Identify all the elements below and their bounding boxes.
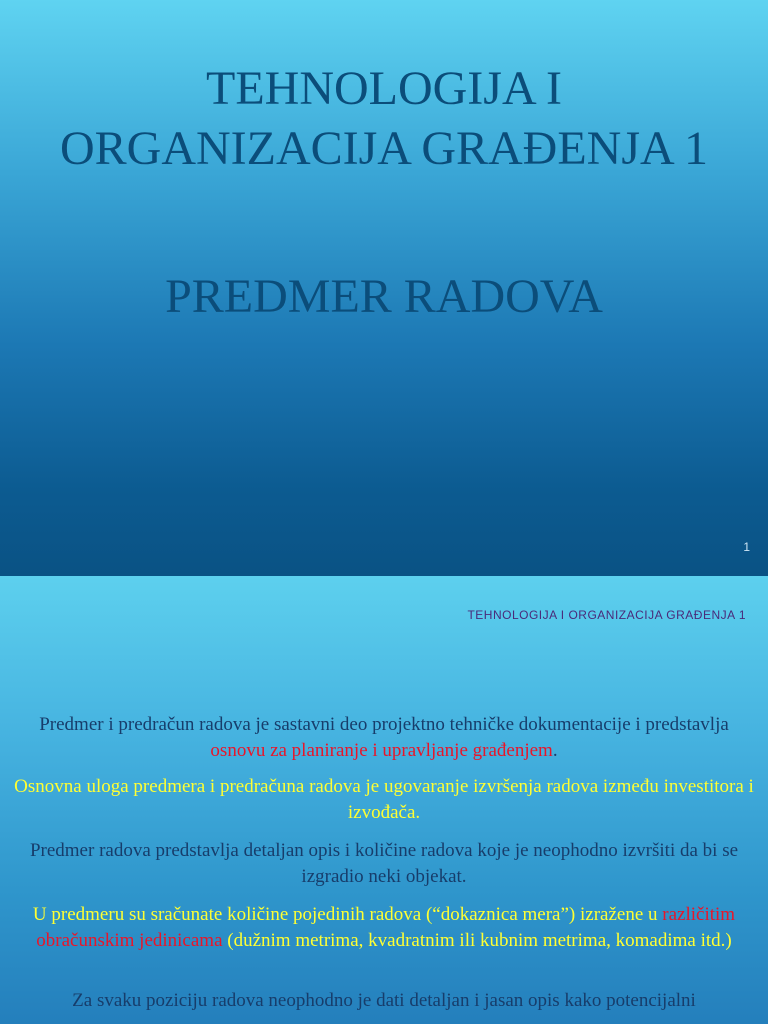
title-line-2: ORGANIZACIJA GRAĐENJA 1	[59, 122, 709, 175]
paragraph-2: Osnovna uloga predmera i predračuna radova je ugovaranje izvršenja radova između investitora i izvođača.	[14, 776, 754, 823]
slide-subtitle: PREDMER RADOVA	[165, 270, 603, 323]
paragraph-3: Predmer radova predstavlja detaljan opis i količine radova koje je neophodno izvršiti da bi se izgradio neki objekat.	[29, 840, 739, 887]
paragraph-4	[10, 902, 758, 954]
page-number: 1	[743, 540, 750, 554]
p4-highlight: različitim obračunskim jedinicama	[36, 904, 736, 951]
paragraph-1	[10, 712, 758, 764]
p4-end: (dužnim metrima, kvadratnim ili kubnim metrima, komadima itd.)	[222, 930, 732, 951]
p1-end: .	[552, 740, 558, 761]
p4-text: U predmeru su sračunate količine pojedinih radova (“dokaznica mera”) izražene u	[32, 904, 663, 925]
slide-header: TEHNOLOGIJA I ORGANIZACIJA GRAĐENJA 1	[467, 608, 746, 622]
paragraph-5: Za svaku poziciju radova neophodno je dati detaljan i jasan opis kako potencijalni	[72, 990, 696, 1011]
p1-text: Predmer i predračun radova je sastavni deo projektno tehničke dokumentacije i predstavlja	[39, 714, 729, 735]
title-line-1: TEHNOLOGIJA I	[206, 62, 562, 115]
p1-highlight: osnovu za planiranje i upravljanje građenjem	[210, 740, 553, 761]
